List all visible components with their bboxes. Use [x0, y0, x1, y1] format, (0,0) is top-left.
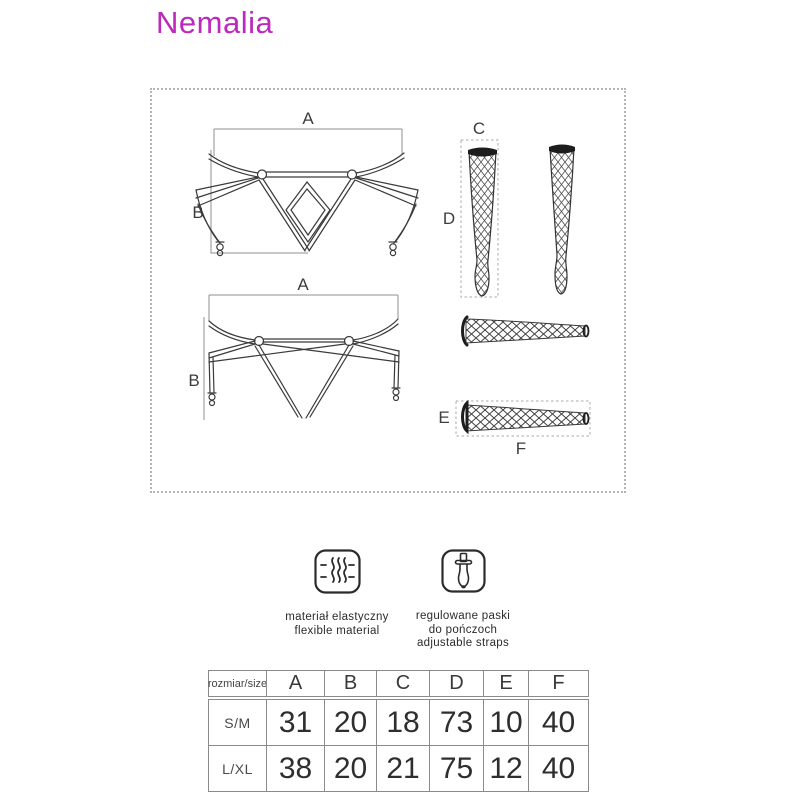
back-garter-drawing	[188, 275, 400, 420]
cell-lxl-e: 12	[483, 746, 528, 791]
feature-icons-row	[0, 549, 800, 659]
feature-caption	[393, 610, 533, 651]
leg-band-top	[466, 319, 585, 343]
front-width-label: A	[302, 109, 314, 128]
size-table-header	[208, 670, 589, 697]
row-label: S/M	[224, 714, 251, 731]
leg-bands-drawing	[438, 317, 590, 458]
page-title: Nemalia	[156, 5, 274, 40]
cell-lxl-f: 40	[528, 746, 588, 791]
cell-lxl-b: 20	[324, 746, 376, 791]
cell-lxl-a: 38	[266, 746, 324, 791]
feature-adjustable-straps	[393, 549, 533, 651]
cell-sm-b: 20	[324, 700, 376, 745]
cell-sm-c: 18	[376, 700, 429, 745]
caption-line: adjustable straps	[416, 637, 510, 649]
header-cell-b: B	[324, 671, 376, 696]
header-cell-a: A	[266, 671, 324, 696]
header-cell-c: C	[376, 671, 429, 696]
band-opening-label: E	[438, 408, 450, 427]
garter-strap-icon	[441, 549, 486, 598]
cell-sm-a: 31	[266, 700, 324, 745]
header-cell-e: E	[483, 671, 528, 696]
band-length-label: F	[515, 439, 527, 458]
header-cell-f: F	[528, 671, 588, 696]
cell-sm-f: 40	[528, 700, 588, 745]
caption-line: do pończoch	[428, 623, 498, 636]
cell-lxl-c: 21	[376, 746, 429, 791]
technical-diagram-box	[150, 88, 626, 493]
cell-lxl-d: 75	[429, 746, 483, 791]
row-label: L/XL	[222, 760, 253, 777]
caption-line: regulowane paski	[415, 610, 511, 622]
front-garter-drawing	[192, 109, 418, 256]
stocking-right-welt	[549, 145, 575, 154]
leg-band-bottom	[466, 405, 585, 431]
size-table-body	[208, 699, 589, 792]
table-row-sm	[209, 700, 588, 745]
table-row-lxl	[209, 745, 588, 791]
feature-caption	[267, 611, 407, 638]
caption-line: flexible material	[294, 624, 380, 637]
elastic-material-icon	[314, 549, 361, 599]
cell-sm-e: 10	[483, 700, 528, 745]
back-height-label: B	[188, 371, 200, 390]
stockings-drawing	[443, 119, 575, 297]
front-height-label: B	[192, 203, 204, 222]
feature-elastic-material	[267, 549, 407, 638]
back-width-label: A	[297, 275, 309, 294]
stocking-left	[469, 151, 496, 296]
header-cell-size: rozmiar/size	[207, 677, 268, 690]
caption-line: materiał elastyczny	[285, 611, 389, 623]
cell-sm-d: 73	[429, 700, 483, 745]
stocking-left-welt	[468, 148, 497, 157]
size-table	[208, 670, 589, 792]
stocking-right	[550, 148, 574, 294]
technical-diagram-svg	[152, 90, 624, 491]
stocking-top-width-label: C	[472, 119, 486, 138]
header-cell-d: D	[429, 671, 483, 696]
stocking-length-label: D	[442, 209, 456, 228]
